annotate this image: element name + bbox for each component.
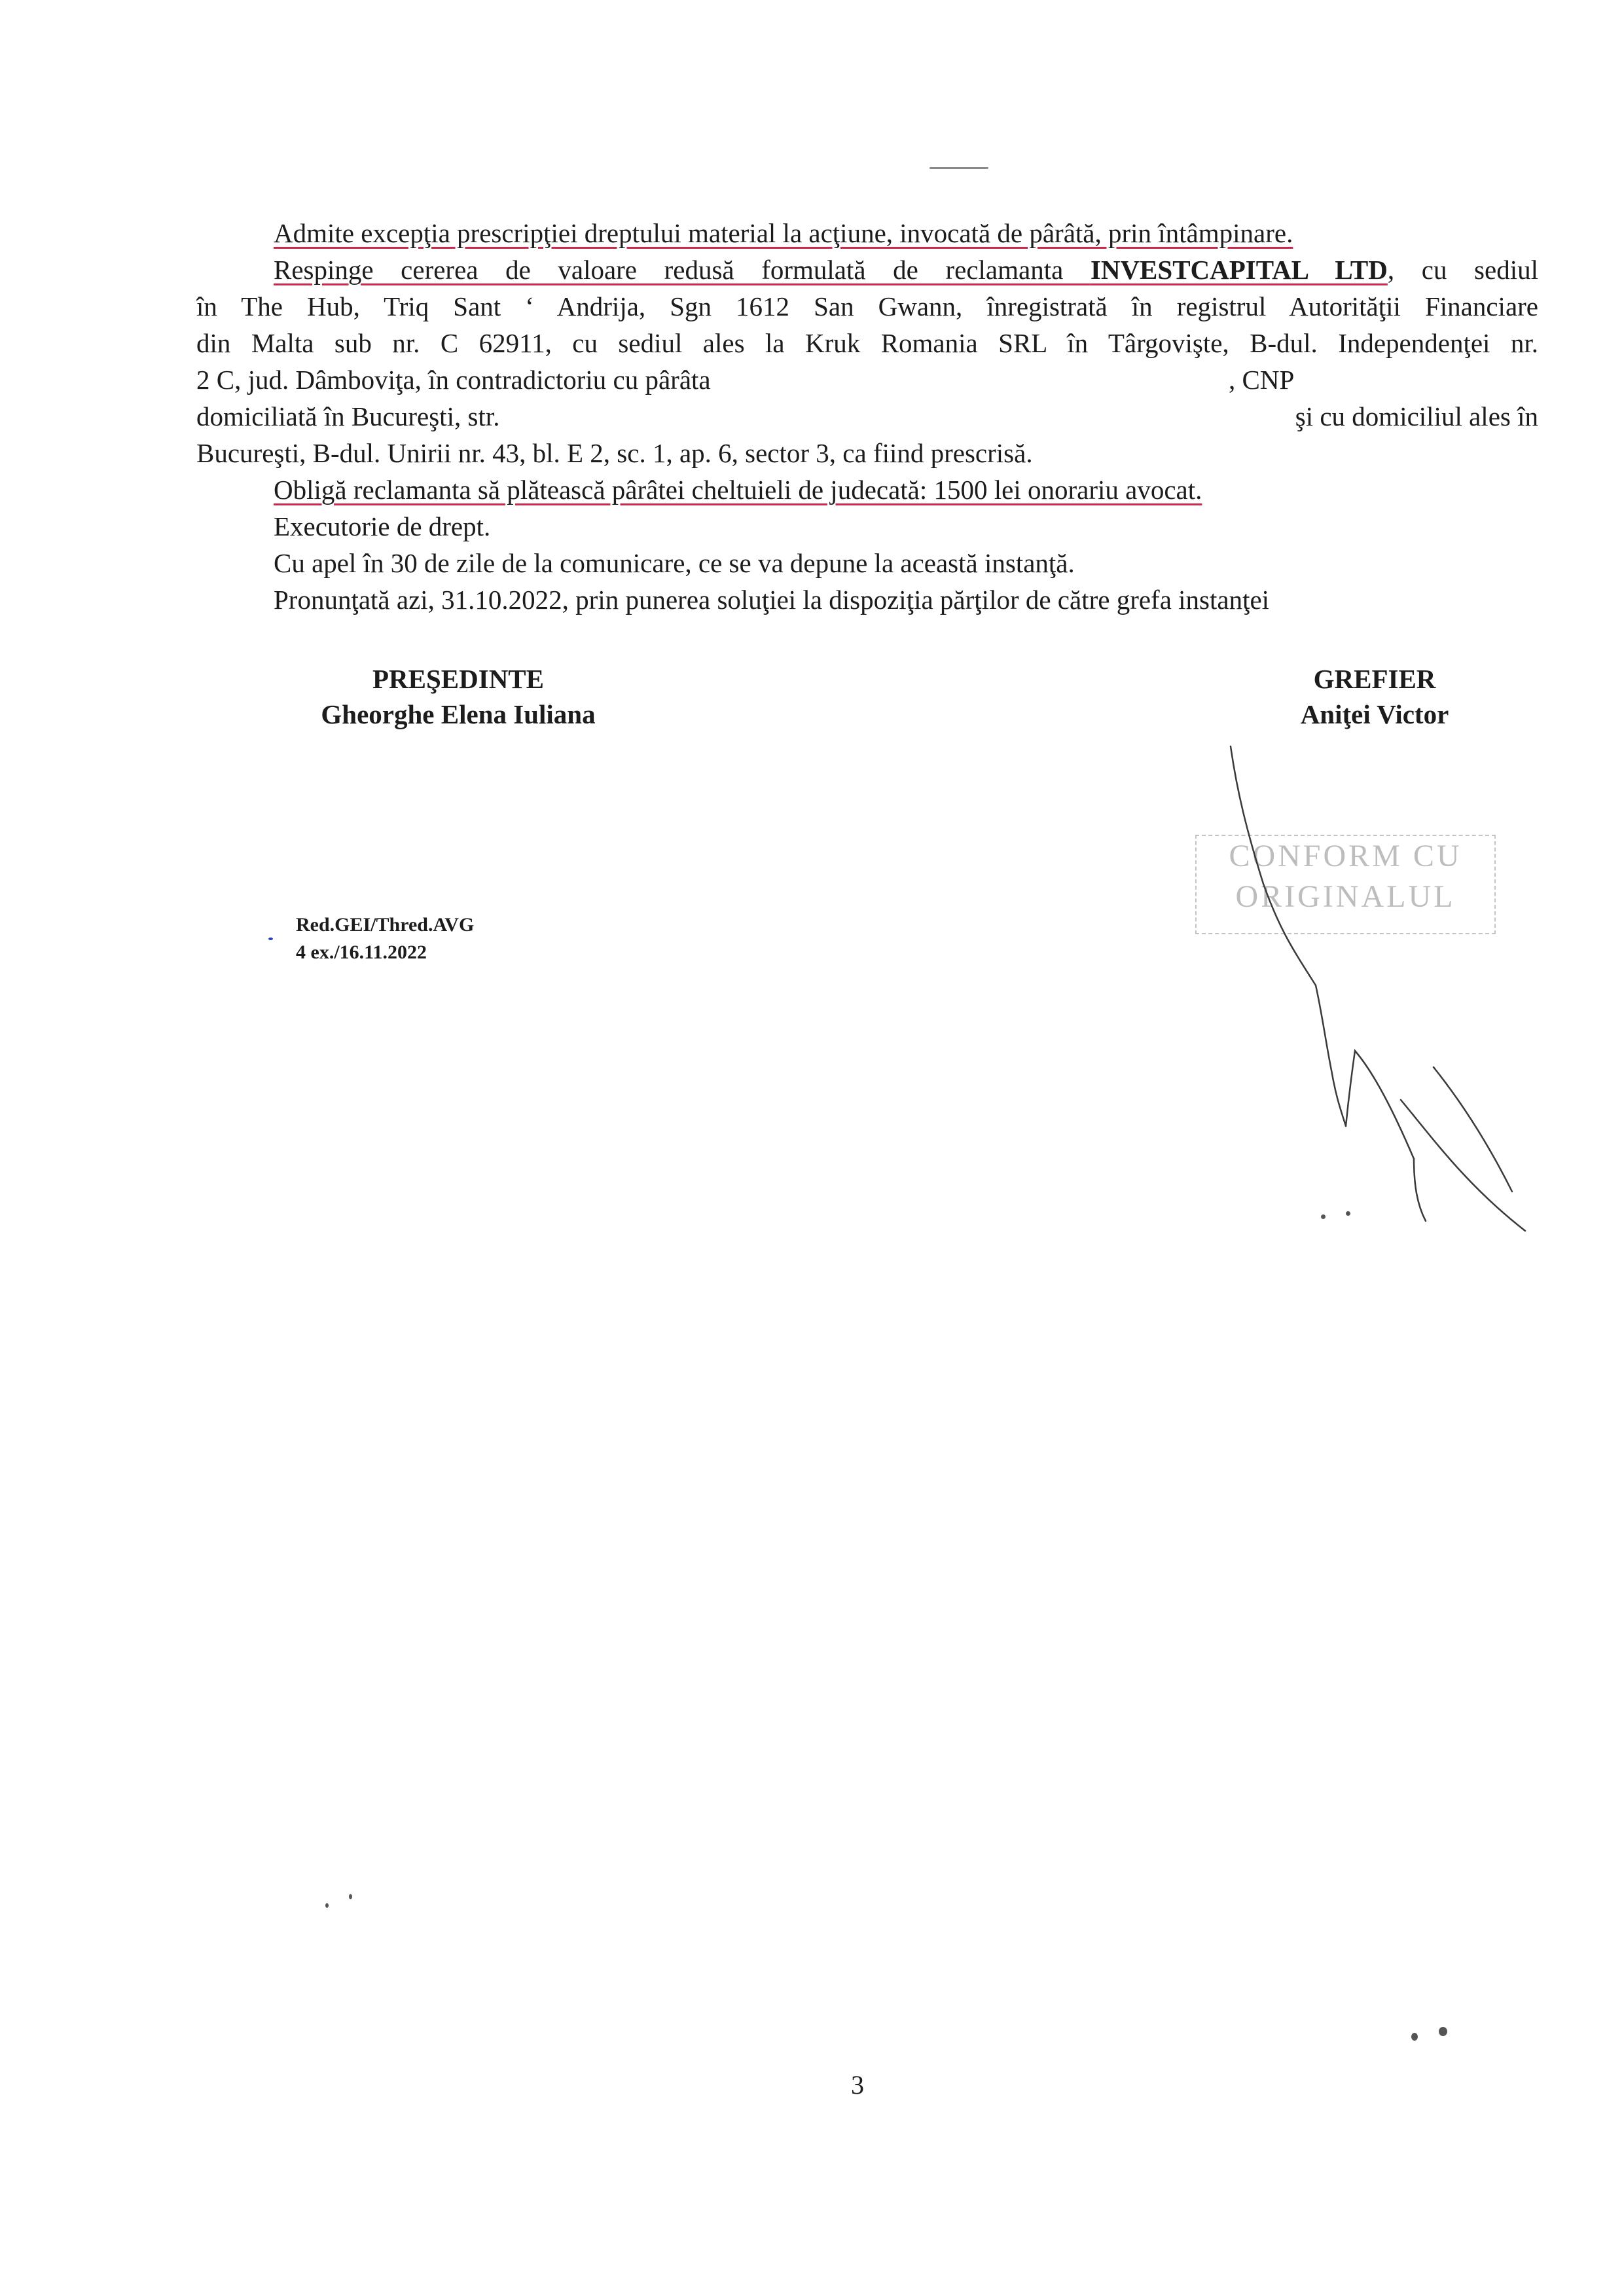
ruling-line-6 <box>196 398 1538 435</box>
ruling-line-8 <box>274 471 1202 508</box>
ruling-line-10: Cu apel în 30 de zile de la comunicare, ce se va depune la această instanţă. <box>274 548 1075 578</box>
ruling-line-5-start: 2 C, jud. Dâmboviţa, în contradictoriu cu pârâta <box>196 365 711 395</box>
ruling-line-2-tail: , cu sediul <box>1387 255 1538 285</box>
ruling-line-9: Executorie de drept. <box>274 511 491 541</box>
ruling-line-11: Pronunţată azi, 31.10.2022, prin punerea soluţiei la dispoziţia părţilor de către grefa instanţei <box>274 585 1270 615</box>
president-title: PREŞEDINTE <box>372 664 544 694</box>
page-number: 3 <box>851 2070 864 2100</box>
clerk-title: GREFIER <box>1313 664 1436 694</box>
ruling-line-6-start: domiciliată în Bucureşti, str. <box>196 401 500 431</box>
ruling-line-5-end: , CNP <box>1229 365 1295 395</box>
ruling-line-7: Bucureşti, B-dul. Unirii nr. 43, bl. E 2, sc. 1, ap. 6, sector 3, ca fiind prescrisă. <box>196 438 1033 468</box>
ruling-line-2-lead: Respinge cererea de valoare redusă formulată de reclamanta <box>274 255 1091 285</box>
ruling-line-1-text: Admite excepţia prescripţiei dreptului material la acţiune, invocată de pârâtă, prin întâmpinare. <box>274 218 1293 248</box>
stamp-line-2: ORIGINALUL <box>1235 879 1456 914</box>
scan-speck <box>929 167 988 169</box>
scan-speck <box>1439 2027 1447 2036</box>
scan-speck <box>349 1894 352 1899</box>
ruling-line-3: în The Hub, Triq Sant ‘ Andrija, Sgn 1612 San Gwann, înregistrată în registrul Autorităţii Financiare <box>196 291 1538 321</box>
ruling-line-4: din Malta sub nr. C 62911, cu sediul ales la Kruk Romania SRL în Târgovişte, B-dul. Independenţei nr. <box>196 328 1538 358</box>
reference-block <box>296 911 474 966</box>
clerk-signature-block <box>1224 661 1525 732</box>
handwritten-signature <box>1218 733 1584 1244</box>
ruling-line-5 <box>196 361 1538 398</box>
stamp-line-1: CONFORM CU <box>1229 839 1462 873</box>
reference-line-1: Red.GEI/Thred.AVG <box>296 914 475 936</box>
ruling-line-6-end: şi cu domiciliul ales în <box>1295 401 1538 431</box>
reference-line-2: 4 ex./16.11.2022 <box>296 941 427 963</box>
ruling-line-2 <box>274 251 1538 288</box>
scan-speck <box>268 938 273 940</box>
ruling-line-8-text: Obligă reclamanta să plătească pârâtei cheltuieli de judecată: 1500 lei onorariu avocat. <box>274 475 1202 505</box>
scan-speck <box>1321 1214 1326 1219</box>
scan-speck <box>1411 2033 1418 2041</box>
plaintiff-name: INVESTCAPITAL LTD <box>1090 255 1388 285</box>
ruling-line-1 <box>274 215 1293 251</box>
president-signature-block <box>275 661 641 732</box>
president-name: Gheorghe Elena Iuliana <box>321 699 596 729</box>
scan-speck <box>1346 1211 1350 1216</box>
clerk-name: Aniţei Victor <box>1300 699 1449 729</box>
scan-speck <box>325 1903 329 1908</box>
